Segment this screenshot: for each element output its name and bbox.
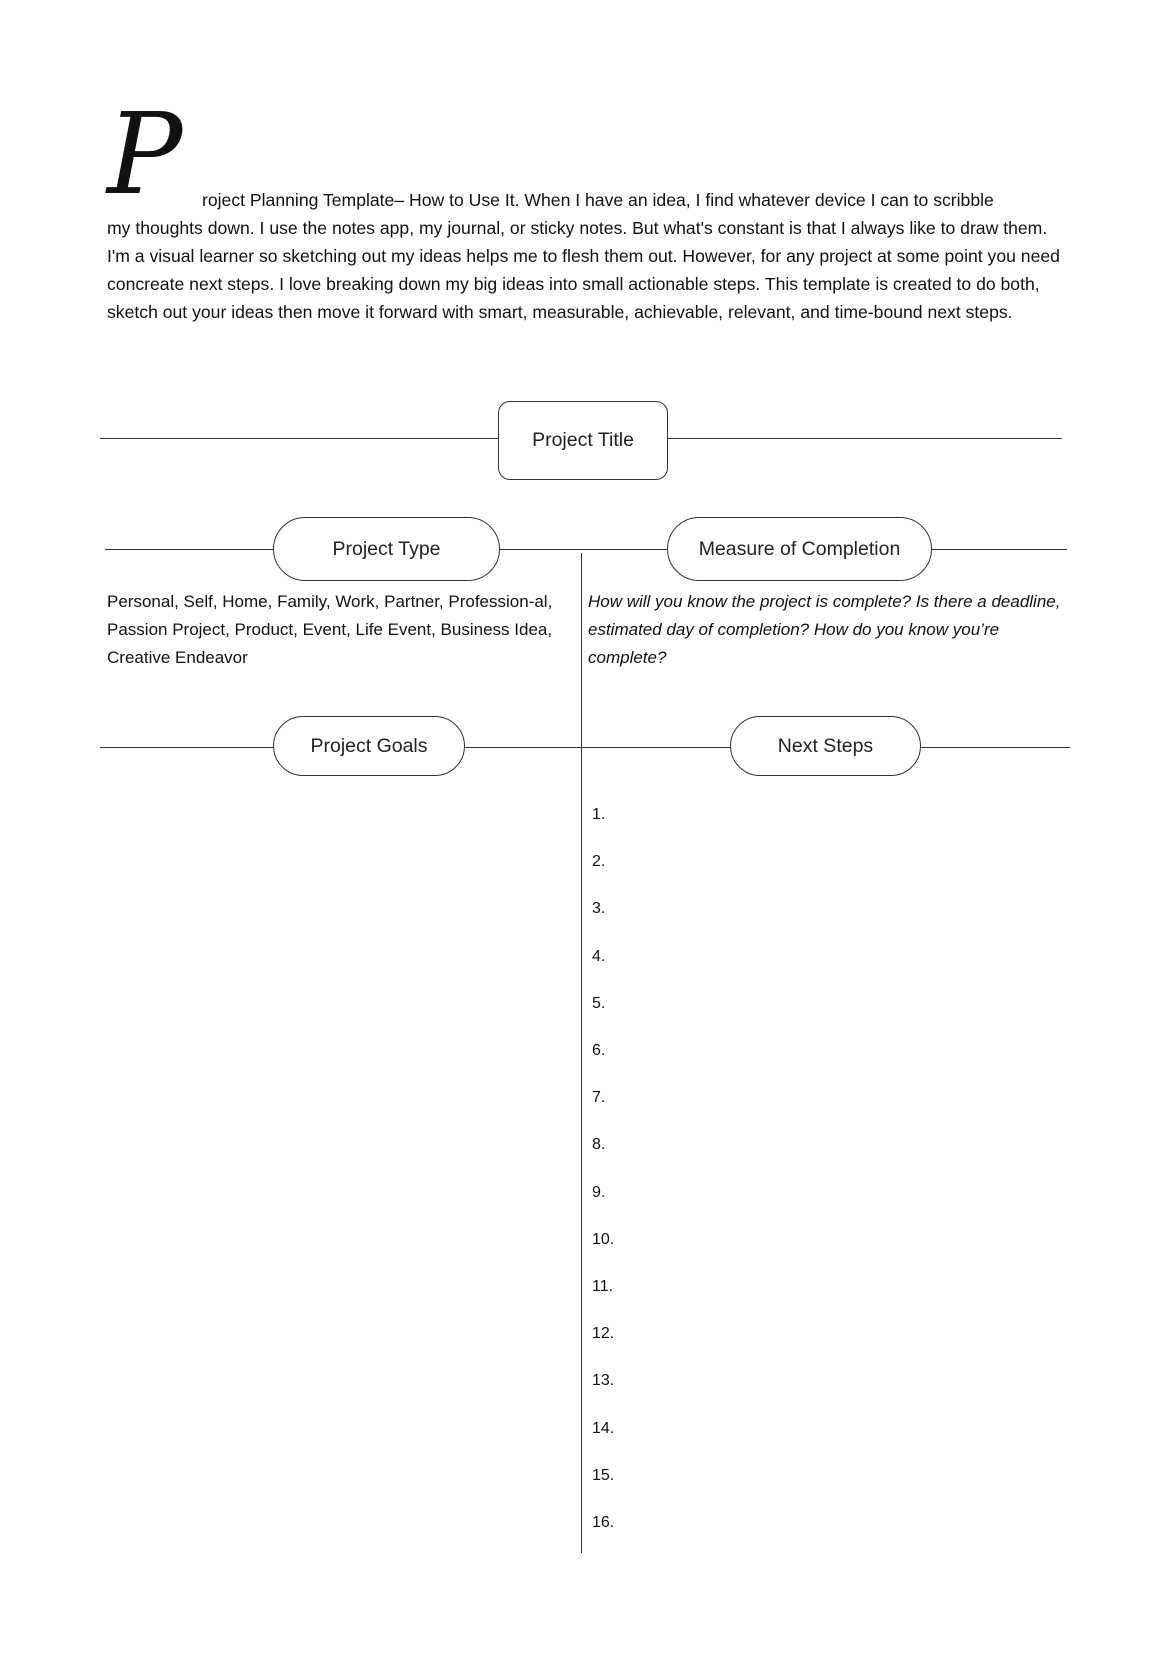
project-title-box: Project Title [498,401,668,480]
next-step-item: 2. [592,853,606,871]
completion-prompt: How will you know the project is complete? Is there a deadline, estimated day of completion? How do you know you’re complete? [588,592,1061,667]
intro-first-line: roject Planning Template– How to Use It. When I have an idea, I find whatever device I can to scribble [202,190,994,210]
project-goals-pill: Project Goals [273,716,465,776]
next-step-item: 6. [592,1042,606,1059]
center-divider [581,553,582,1553]
next-step-item: 14. [592,1419,615,1437]
measure-of-completion-pill: Measure of Completion [667,517,932,581]
project-type-pill: Project Type [273,517,500,581]
steps-divider-right [920,747,1070,748]
completion-divider-right [930,549,1067,550]
next-step-item: 15. [592,1466,615,1484]
goals-divider-left [100,747,275,748]
next-step-item: 3. [592,900,606,918]
next-step-item: 8. [592,1136,606,1154]
next-step-item: 13. [592,1372,615,1390]
next-steps-pill: Next Steps [730,716,921,776]
project-type-options: Personal, Self, Home, Family, Work, Partner, Profession-al, Passion Project, Product, Event, Life Event, Business Idea, Creative Endeavor [107,592,553,667]
goals-divider-middle [464,747,732,748]
next-step-item: 5. [592,994,606,1012]
next-step-item: 4. [592,947,606,965]
type-divider-middle [500,549,668,550]
type-divider-left [105,549,275,550]
title-divider-right [668,438,1062,439]
next-step-item: 11. [592,1278,614,1295]
next-step-item: 16. [592,1514,615,1531]
next-step-item: 12. [592,1325,615,1343]
next-step-item: 7. [592,1089,606,1107]
next-step-item: 9. [592,1183,606,1201]
title-divider-left [100,438,500,439]
next-step-item: 1. [592,806,606,823]
intro-body: my thoughts down. I use the notes app, my journal, or sticky notes. But what's constant is that I always like to draw them. I'm a visual learner so sketching out my ideas helps me to flesh them out. However, for any project at some point you need concreate next steps. I love breaking down my big ideas into small actionable steps. This template is created to do both, sketch out your ideas then move it forward with smart, measurable, achievable, relevant, and time-bound next steps. [107,218,1060,322]
drop-cap-letter: P [107,90,183,220]
next-step-item: 10. [592,1230,615,1248]
